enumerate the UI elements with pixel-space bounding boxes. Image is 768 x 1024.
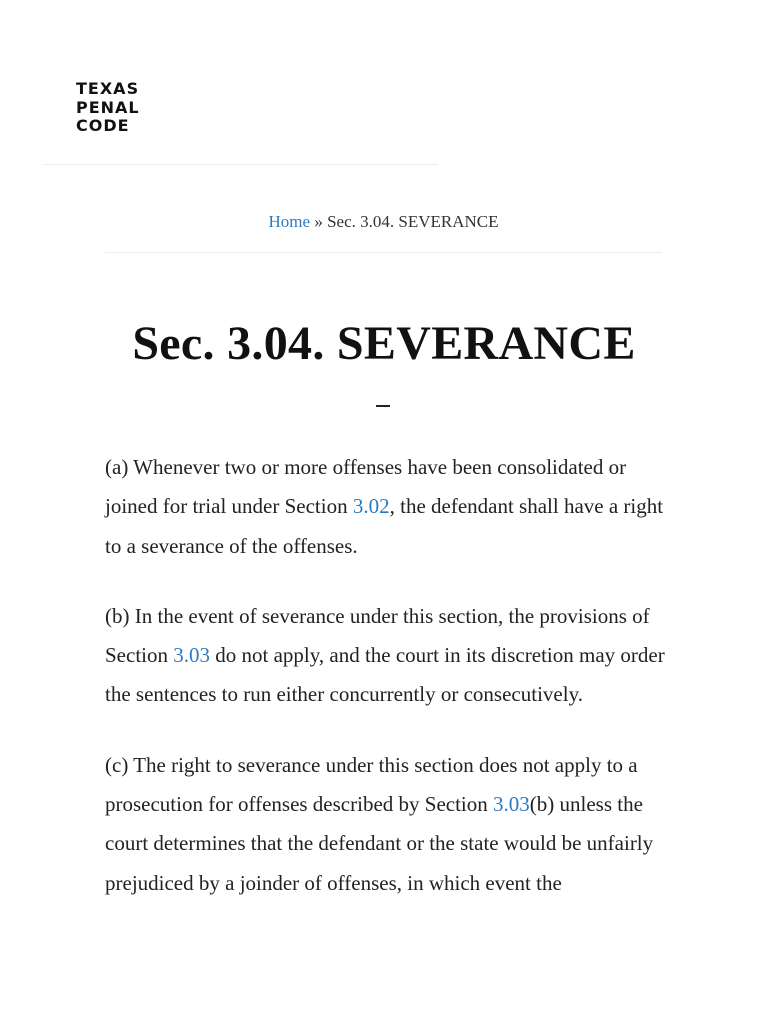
section-3-03-link[interactable]: 3.03	[493, 792, 530, 817]
title-divider	[376, 405, 390, 407]
breadcrumb	[105, 212, 662, 253]
section-3-03-link[interactable]: 3.03	[173, 643, 210, 668]
breadcrumb-separator: »	[310, 212, 328, 231]
breadcrumb-current: Sec. 3.04. SEVERANCE	[327, 212, 499, 231]
section-content	[105, 448, 673, 934]
logo-line: TEXAS	[76, 79, 140, 98]
paragraph-text: (c) The right to severance under this section does not apply to a prosecution for offenses described by Section	[105, 752, 638, 817]
section-3-02-link[interactable]: 3.02	[352, 494, 390, 519]
paragraph-b	[105, 597, 673, 715]
paragraph-text: (b) In the event of severance under this section, the provisions of Section	[105, 603, 650, 668]
paragraph-text: (a) Whenever two or more offenses have been consolidated or joined for trial under Section	[105, 455, 627, 519]
site-logo-link[interactable]	[76, 80, 140, 136]
site-header	[44, 0, 438, 165]
paragraph-text: (b) unless the court determines that the defendant or the state would be unfairly prejudiced by a joinder of offenses, in which event the	[105, 792, 654, 895]
breadcrumb-home-link[interactable]: Home	[268, 212, 311, 231]
logo-line: PENAL	[76, 97, 140, 117]
page-title: Sec. 3.04. SEVERANCE	[132, 317, 636, 370]
paragraph-a	[105, 448, 673, 566]
paragraph-text: do not apply, and the court in its discretion may order the sentences to run either concurrently or consecutively.	[105, 643, 665, 707]
paragraph-c	[105, 746, 673, 903]
logo-line: CODE	[76, 116, 130, 135]
paragraph-text: , the defendant shall have a right to a severance of the offenses.	[105, 494, 664, 558]
